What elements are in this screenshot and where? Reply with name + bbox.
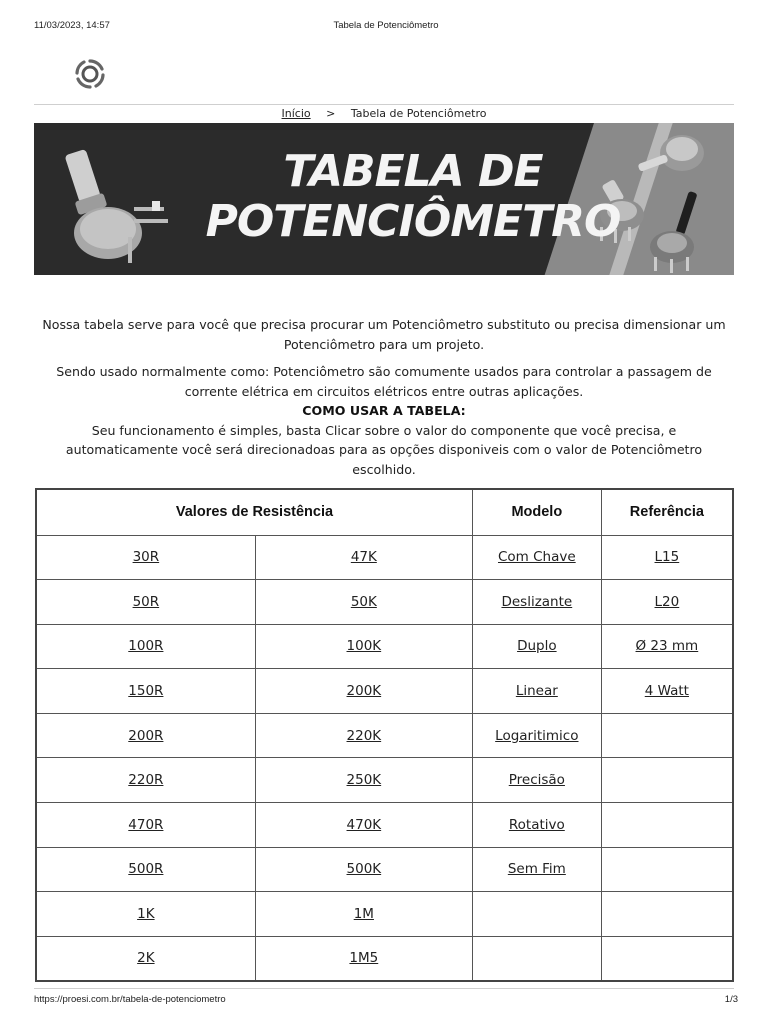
resistance-link[interactable]: 50K [350, 593, 377, 610]
reference-link[interactable]: Ø 23 mm [635, 638, 699, 655]
resistance-link[interactable]: 250K [346, 772, 382, 789]
model-cell [472, 936, 601, 981]
resistance-cell [36, 535, 255, 580]
resistance-cell [255, 758, 472, 803]
resistance-cell [36, 758, 255, 803]
table-row [36, 624, 733, 669]
spinner-logo-icon[interactable] [74, 58, 106, 90]
reference-cell [601, 803, 733, 848]
table-row [36, 847, 733, 892]
print-date: 11/03/2023, 14:57 [34, 20, 110, 31]
footer-divider [34, 988, 734, 989]
header-divider [34, 104, 734, 105]
reference-cell [601, 847, 733, 892]
resistance-link[interactable]: 470K [346, 816, 382, 833]
resistance-link[interactable]: 200K [346, 683, 382, 700]
usage-section [34, 362, 734, 479]
model-link[interactable]: Rotativo [508, 816, 565, 833]
table-row [36, 713, 733, 758]
resistance-cell [255, 936, 472, 981]
reference-cell [601, 936, 733, 981]
resistance-link[interactable]: 1M [353, 906, 374, 923]
model-cell [472, 892, 601, 937]
resistance-cell [255, 713, 472, 758]
reference-link[interactable]: L20 [654, 593, 680, 610]
print-title: Tabela de Potenciômetro [333, 20, 439, 31]
resistance-link[interactable]: 220R [128, 772, 164, 789]
model-cell [472, 803, 601, 848]
banner-title-line1: TABELA DE [283, 146, 543, 197]
breadcrumb-home-link[interactable]: Início [281, 107, 311, 120]
model-link[interactable]: Deslizante [501, 593, 573, 610]
model-cell [472, 713, 601, 758]
banner-title-line2: POTENCIÔMETRO [205, 196, 621, 247]
resistance-cell [255, 535, 472, 580]
model-cell [472, 535, 601, 580]
resistance-cell [255, 803, 472, 848]
table-row [36, 892, 733, 937]
resistance-cell [255, 669, 472, 714]
model-link[interactable]: Sem Fim [507, 861, 566, 878]
breadcrumb [0, 107, 768, 120]
model-link[interactable]: Duplo [517, 638, 557, 655]
resistance-cell [36, 580, 255, 625]
resistance-cell [36, 803, 255, 848]
table-row [36, 535, 733, 580]
resistance-link[interactable]: 100R [128, 638, 164, 655]
reference-cell [601, 892, 733, 937]
resistance-link[interactable]: 470R [128, 816, 164, 833]
resistance-link[interactable]: 2K [137, 950, 155, 967]
intro-paragraph: Nossa tabela serve para você que precisa procurar um Potenciômetro substituto ou precisa dimensionar um Potenciômetro para um projeto. [42, 317, 726, 352]
potentiometer-table [35, 488, 734, 982]
resistance-cell [255, 847, 472, 892]
reference-cell [601, 624, 733, 669]
header-model: Modelo [472, 489, 601, 535]
print-page-number: 1/3 [724, 994, 738, 1005]
model-cell [472, 758, 601, 803]
resistance-link[interactable]: 220K [346, 727, 382, 744]
model-link[interactable]: Precisão [508, 772, 565, 789]
table-header-row [36, 489, 733, 535]
resistance-link[interactable]: 150R [128, 683, 164, 700]
model-cell [472, 847, 601, 892]
header-resistance: Valores de Resistência [36, 489, 472, 535]
resistance-link[interactable]: 200R [128, 727, 164, 744]
resistance-cell [36, 892, 255, 937]
resistance-cell [36, 669, 255, 714]
how-to-use-title: COMO USAR A TABELA: [302, 403, 466, 418]
model-cell [472, 624, 601, 669]
resistance-link[interactable]: 30R [132, 549, 160, 566]
model-link[interactable]: Logaritimico [495, 727, 579, 744]
resistance-cell [36, 624, 255, 669]
header-reference: Referência [601, 489, 733, 535]
table-row [36, 758, 733, 803]
table-row [36, 803, 733, 848]
table-row [36, 936, 733, 981]
reference-cell [601, 758, 733, 803]
reference-cell [601, 535, 733, 580]
resistance-cell [255, 624, 472, 669]
table-row [36, 580, 733, 625]
resistance-link[interactable]: 1M5 [349, 950, 379, 967]
resistance-link[interactable]: 47K [350, 549, 377, 566]
resistance-link[interactable]: 100K [346, 638, 382, 655]
model-link[interactable]: Linear [515, 683, 558, 700]
resistance-link[interactable]: 500K [346, 861, 382, 878]
resistance-cell [255, 580, 472, 625]
usage-paragraph: Sendo usado normalmente como: Potenciômetro são comumente usados para controlar a passagem de corrente elétrica em circuitos elétricos entre outras aplicações. [56, 364, 712, 399]
model-cell [472, 669, 601, 714]
reference-cell [601, 580, 733, 625]
reference-link[interactable]: 4 Watt [644, 683, 689, 700]
resistance-cell [36, 936, 255, 981]
reference-cell [601, 713, 733, 758]
print-header [34, 20, 738, 34]
breadcrumb-separator: > [326, 107, 336, 120]
resistance-cell [36, 713, 255, 758]
resistance-cell [36, 847, 255, 892]
reference-cell [601, 669, 733, 714]
hero-banner [34, 123, 734, 275]
resistance-link[interactable]: 1K [137, 906, 155, 923]
print-url: https://proesi.com.br/tabela-de-potenciometro [34, 994, 226, 1005]
model-link[interactable]: Com Chave [497, 549, 576, 566]
resistance-cell [255, 892, 472, 937]
resistance-link[interactable]: 50R [132, 593, 160, 610]
breadcrumb-current: Tabela de Potenciômetro [350, 107, 487, 120]
how-to-use-text: Seu funcionamento é simples, basta Clicar sobre o valor do componente que você precisa, e automaticamente você será direcionadoas para as opções disponiveis com o valor de Potenciômetro escolhido. [65, 422, 703, 477]
resistance-link[interactable]: 500R [128, 861, 164, 878]
print-footer [34, 994, 738, 1008]
reference-link[interactable]: L15 [654, 549, 680, 566]
table-row [36, 669, 733, 714]
model-cell [472, 580, 601, 625]
